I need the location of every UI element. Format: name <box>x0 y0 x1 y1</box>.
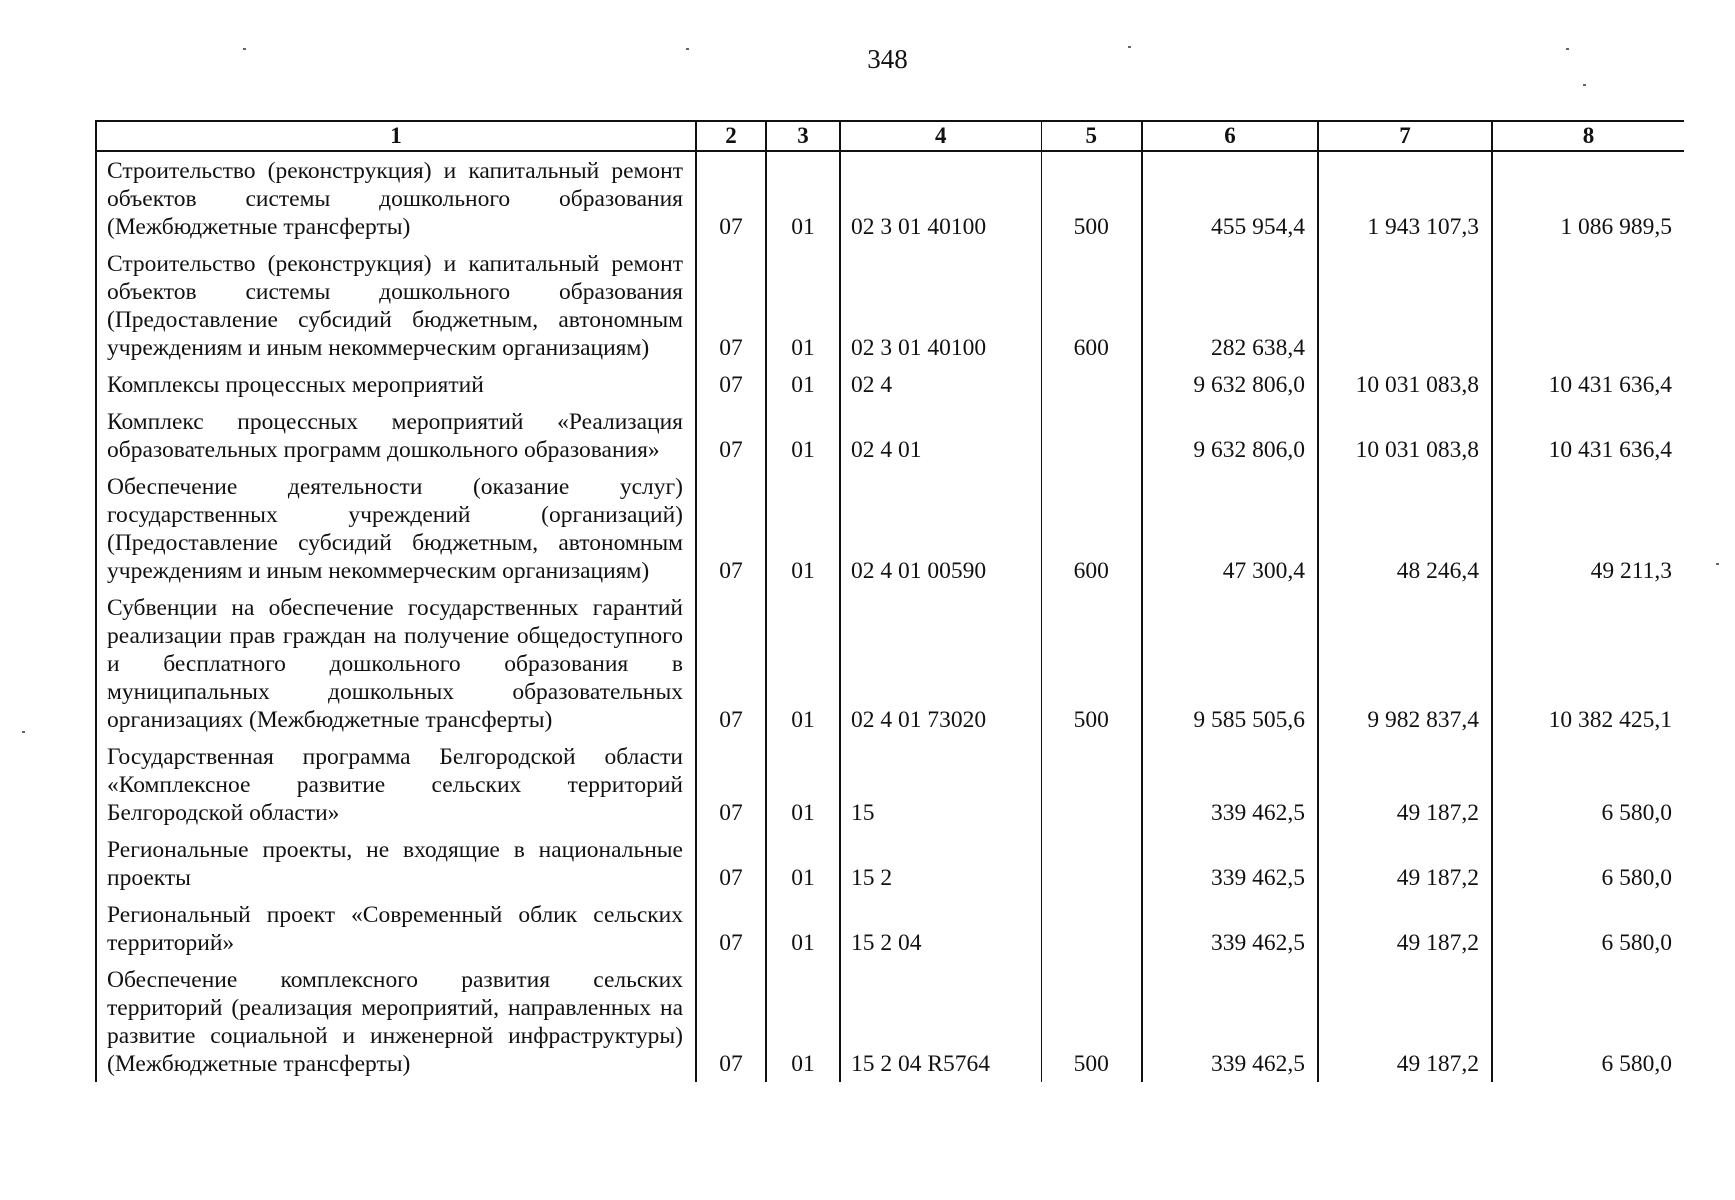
table-row <box>96 245 1684 366</box>
row-section: 07 <box>696 245 766 366</box>
row-subsection: 01 <box>766 151 840 245</box>
row-target-article: 02 4 <box>840 366 1041 403</box>
row-name: Государственная программа Белгородской области «Комплексное развитие сельских территорий Белгородской области» <box>96 738 696 831</box>
row-amount-year1: 339 462,5 <box>1142 896 1318 961</box>
table-row <box>96 831 1684 896</box>
table-row <box>96 738 1684 831</box>
row-expense-type: 500 <box>1041 961 1142 1082</box>
row-name: Обеспечение деятельности (оказание услуг) государственных учреждений (организаций) (Предоставление субсидий бюджетным, автономным учреждениям и иным некоммерческим организациям) <box>96 468 696 589</box>
scan-speck <box>22 731 25 733</box>
scan-speck <box>1583 84 1586 86</box>
row-name: Строительство (реконструкция) и капитальный ремонт объектов системы дошкольного образования (Межбюджетные трансферты) <box>96 151 696 245</box>
row-subsection: 01 <box>766 896 840 961</box>
row-section: 07 <box>696 896 766 961</box>
column-header: 7 <box>1318 121 1492 151</box>
budget-table <box>95 120 1684 1082</box>
row-amount-year3: 6 580,0 <box>1492 961 1684 1082</box>
row-expense-type <box>1041 831 1142 896</box>
table-row <box>96 468 1684 589</box>
table-row <box>96 961 1684 1082</box>
scan-speck <box>1566 48 1569 50</box>
column-header: 1 <box>96 121 696 151</box>
row-amount-year1: 9 585 505,6 <box>1142 589 1318 738</box>
row-subsection: 01 <box>766 468 840 589</box>
row-target-article: 02 4 01 73020 <box>840 589 1041 738</box>
row-name: Обеспечение комплексного развития сельских территорий (реализация мероприятий, направленных на развитие социальной и инженерной инфраструктуры) (Межбюджетные трансферты) <box>96 961 696 1082</box>
row-expense-type: 500 <box>1041 151 1142 245</box>
row-expense-type: 600 <box>1041 245 1142 366</box>
column-header: 2 <box>696 121 766 151</box>
header-row <box>96 121 1684 151</box>
row-name: Строительство (реконструкция) и капитальный ремонт объектов системы дошкольного образования (Предоставление субсидий бюджетным, автономным учреждениям и иным некоммерческим организациям) <box>96 245 696 366</box>
scan-speck <box>1716 563 1719 565</box>
row-section: 07 <box>696 403 766 468</box>
row-amount-year3: 10 431 636,4 <box>1492 403 1684 468</box>
row-target-article: 02 3 01 40100 <box>840 245 1041 366</box>
row-amount-year1: 339 462,5 <box>1142 961 1318 1082</box>
row-amount-year2: 1 943 107,3 <box>1318 151 1492 245</box>
row-expense-type: 500 <box>1041 589 1142 738</box>
row-name: Региональные проекты, не входящие в национальные проекты <box>96 831 696 896</box>
row-expense-type <box>1041 403 1142 468</box>
row-expense-type: 600 <box>1041 468 1142 589</box>
row-amount-year2: 10 031 083,8 <box>1318 366 1492 403</box>
row-expense-type <box>1041 366 1142 403</box>
table-row <box>96 366 1684 403</box>
budget-table-container <box>95 120 1684 1138</box>
row-amount-year2: 49 187,2 <box>1318 738 1492 831</box>
column-header: 5 <box>1041 121 1142 151</box>
column-header: 3 <box>766 121 840 151</box>
row-amount-year3: 6 580,0 <box>1492 738 1684 831</box>
table-body <box>96 151 1684 1082</box>
row-amount-year1: 47 300,4 <box>1142 468 1318 589</box>
row-amount-year2: 10 031 083,8 <box>1318 403 1492 468</box>
row-section: 07 <box>696 151 766 245</box>
row-target-article: 15 2 04 R5764 <box>840 961 1041 1082</box>
row-amount-year1: 339 462,5 <box>1142 831 1318 896</box>
page-number: 348 <box>867 44 908 74</box>
row-target-article: 02 4 01 00590 <box>840 468 1041 589</box>
table-header <box>96 121 1684 151</box>
row-amount-year3: 1 086 989,5 <box>1492 151 1684 245</box>
row-subsection: 01 <box>766 366 840 403</box>
column-header: 6 <box>1142 121 1318 151</box>
row-target-article: 15 2 04 <box>840 896 1041 961</box>
row-section: 07 <box>696 468 766 589</box>
row-amount-year1: 455 954,4 <box>1142 151 1318 245</box>
scan-speck <box>1128 46 1131 48</box>
row-expense-type <box>1041 896 1142 961</box>
table-row <box>96 896 1684 961</box>
row-amount-year2 <box>1318 245 1492 366</box>
row-expense-type <box>1041 738 1142 831</box>
row-subsection: 01 <box>766 738 840 831</box>
row-name: Региональный проект «Современный облик сельских территорий» <box>96 896 696 961</box>
column-header: 4 <box>840 121 1041 151</box>
row-amount-year3: 10 431 636,4 <box>1492 366 1684 403</box>
row-amount-year1: 282 638,4 <box>1142 245 1318 366</box>
row-section: 07 <box>696 831 766 896</box>
row-subsection: 01 <box>766 403 840 468</box>
row-amount-year1: 9 632 806,0 <box>1142 366 1318 403</box>
row-target-article: 02 3 01 40100 <box>840 151 1041 245</box>
row-amount-year2: 48 246,4 <box>1318 468 1492 589</box>
row-amount-year1: 9 632 806,0 <box>1142 403 1318 468</box>
row-subsection: 01 <box>766 831 840 896</box>
row-amount-year2: 9 982 837,4 <box>1318 589 1492 738</box>
row-subsection: 01 <box>766 589 840 738</box>
row-amount-year3: 10 382 425,1 <box>1492 589 1684 738</box>
row-section: 07 <box>696 961 766 1082</box>
table-row <box>96 403 1684 468</box>
row-amount-year2: 49 187,2 <box>1318 831 1492 896</box>
row-amount-year1: 339 462,5 <box>1142 738 1318 831</box>
table-row <box>96 151 1684 245</box>
row-subsection: 01 <box>766 961 840 1082</box>
row-section: 07 <box>696 366 766 403</box>
row-amount-year3: 6 580,0 <box>1492 896 1684 961</box>
row-amount-year2: 49 187,2 <box>1318 896 1492 961</box>
scan-speck <box>686 48 689 50</box>
scan-speck <box>243 48 246 50</box>
row-target-article: 15 <box>840 738 1041 831</box>
row-amount-year3: 49 211,3 <box>1492 468 1684 589</box>
row-name: Субвенции на обеспечение государственных гарантий реализации прав граждан на получение общедоступного и бесплатного дошкольного образования в муниципальных дошкольных образовательных организациях (Межбюджетные трансферты) <box>96 589 696 738</box>
row-subsection: 01 <box>766 245 840 366</box>
row-section: 07 <box>696 589 766 738</box>
row-amount-year2: 49 187,2 <box>1318 961 1492 1082</box>
row-target-article: 15 2 <box>840 831 1041 896</box>
column-header: 8 <box>1492 121 1684 151</box>
row-section: 07 <box>696 738 766 831</box>
row-target-article: 02 4 01 <box>840 403 1041 468</box>
row-name: Комплекс процессных мероприятий «Реализация образовательных программ дошкольного образования» <box>96 403 696 468</box>
row-amount-year3: 6 580,0 <box>1492 831 1684 896</box>
row-name: Комплексы процессных мероприятий <box>96 366 696 403</box>
row-amount-year3 <box>1492 245 1684 366</box>
table-row <box>96 589 1684 738</box>
